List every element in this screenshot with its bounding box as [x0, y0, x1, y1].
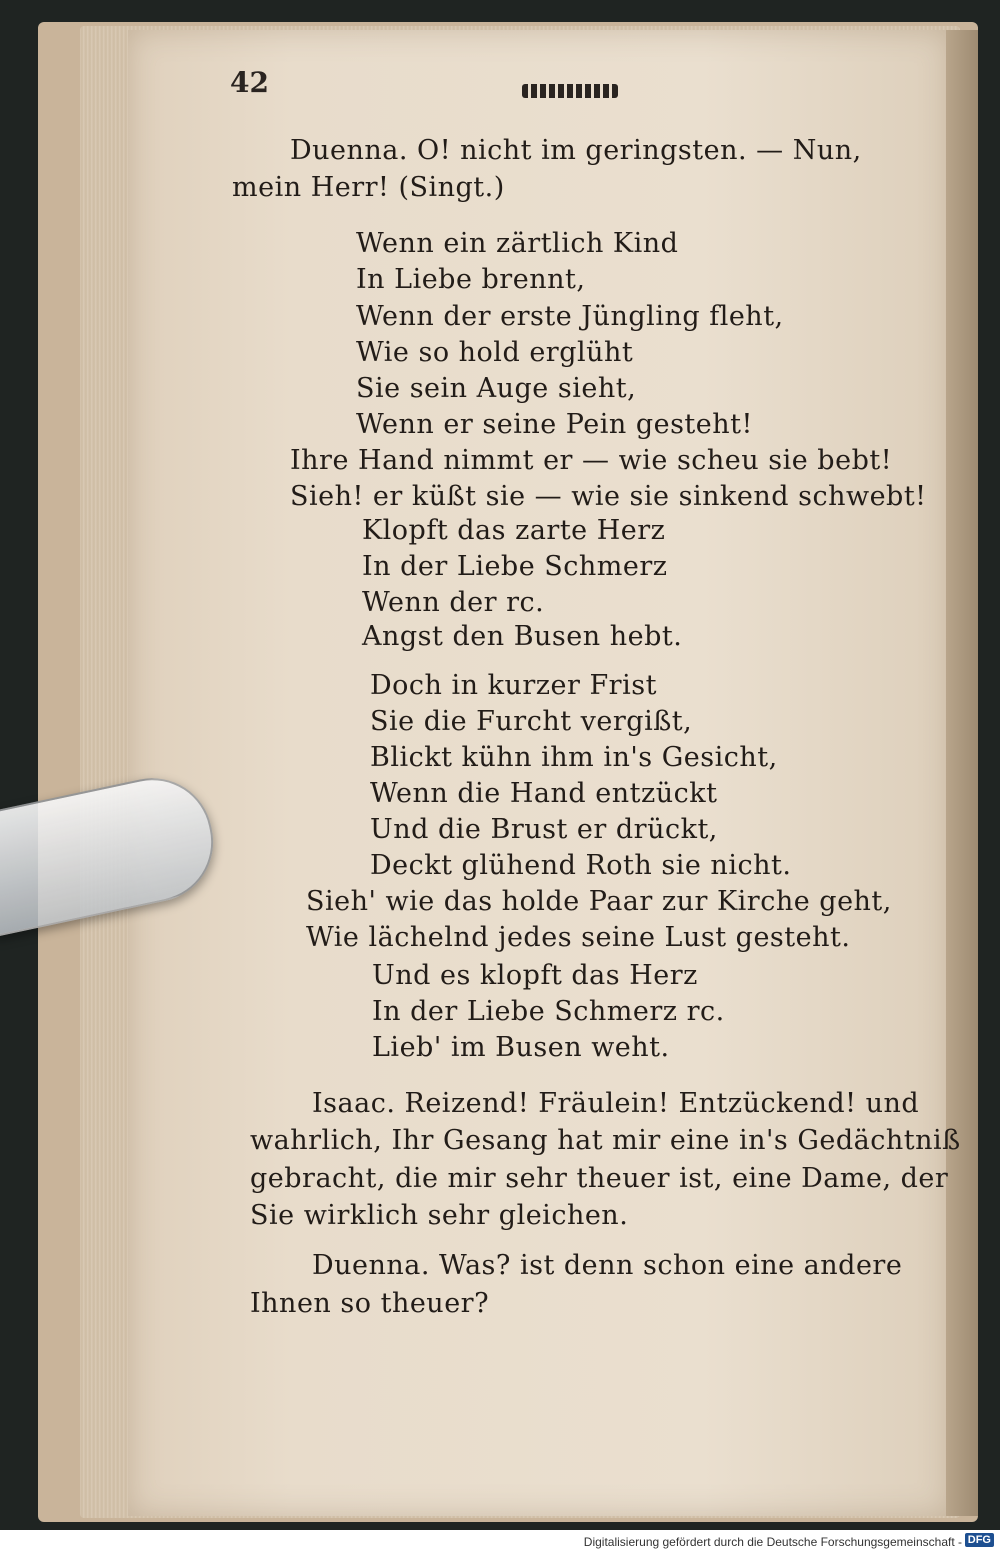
text-line: Sie die Furcht vergißt, — [370, 706, 693, 737]
text-line: gebracht, die mir sehr theuer ist, eine Dame, der — [250, 1163, 949, 1194]
text-line: Ihnen so theuer? — [250, 1288, 490, 1319]
text-line: Wie so hold erglüht — [356, 337, 634, 368]
text-line: In der Liebe Schmerz rc. — [372, 996, 725, 1027]
footer-credit: Digitalisierung gefördert durch die Deutsche Forschungsgemeinschaft - — [583, 1535, 962, 1549]
text-line: Und die Brust er drückt, — [370, 814, 718, 845]
text-line: Deckt glühend Roth sie nicht. — [370, 850, 792, 881]
text-line: Isaac. Reizend! Fräulein! Entzückend! und — [312, 1088, 920, 1119]
text-line: Sieh! er küßt sie — wie sie sinkend schwebt! — [290, 481, 927, 512]
text-line: Sieh' wie das holde Paar zur Kirche geht, — [306, 886, 892, 917]
text-line: Blickt kühn ihm in's Gesicht, — [370, 742, 778, 773]
dfg-logo: DFG — [965, 1533, 994, 1547]
text-line: Und es klopft das Herz — [372, 960, 698, 991]
text-line: Sie wirklich sehr gleichen. — [250, 1200, 629, 1231]
header-ornament — [522, 84, 618, 98]
text-line: In der Liebe Schmerz — [362, 551, 668, 582]
text-line: Duenna. Was? ist denn schon eine andere — [312, 1250, 903, 1281]
text-line: Duenna. O! nicht im geringsten. — Nun, — [290, 135, 862, 166]
text-line: Wenn er seine Pein gesteht! — [356, 409, 753, 440]
page-right-edge — [946, 30, 978, 1516]
text-line: wahrlich, Ihr Gesang hat mir eine in's Gedächtniß — [250, 1125, 961, 1156]
text-line: Klopft das zarte Herz — [362, 515, 666, 546]
text-line: Wenn die Hand entzückt — [370, 778, 718, 809]
page-number: 42 — [230, 66, 269, 99]
text-line: In Liebe brennt, — [356, 264, 586, 295]
text-line: Wenn ein zärtlich Kind — [356, 228, 679, 259]
text-line: Ihre Hand nimmt er — wie scheu sie bebt! — [290, 445, 893, 476]
text-line: Lieb' im Busen weht. — [372, 1032, 670, 1063]
text-line: Wenn der erste Jüngling fleht, — [356, 301, 784, 332]
text-line: Wenn der rc. — [362, 587, 545, 618]
text-line: Sie sein Auge sieht, — [356, 373, 637, 404]
text-line: Doch in kurzer Frist — [370, 670, 657, 701]
text-line: Angst den Busen hebt. — [362, 621, 683, 652]
text-line: Wie lächelnd jedes seine Lust gesteht. — [306, 922, 851, 953]
text-line: mein Herr! (Singt.) — [232, 172, 505, 203]
